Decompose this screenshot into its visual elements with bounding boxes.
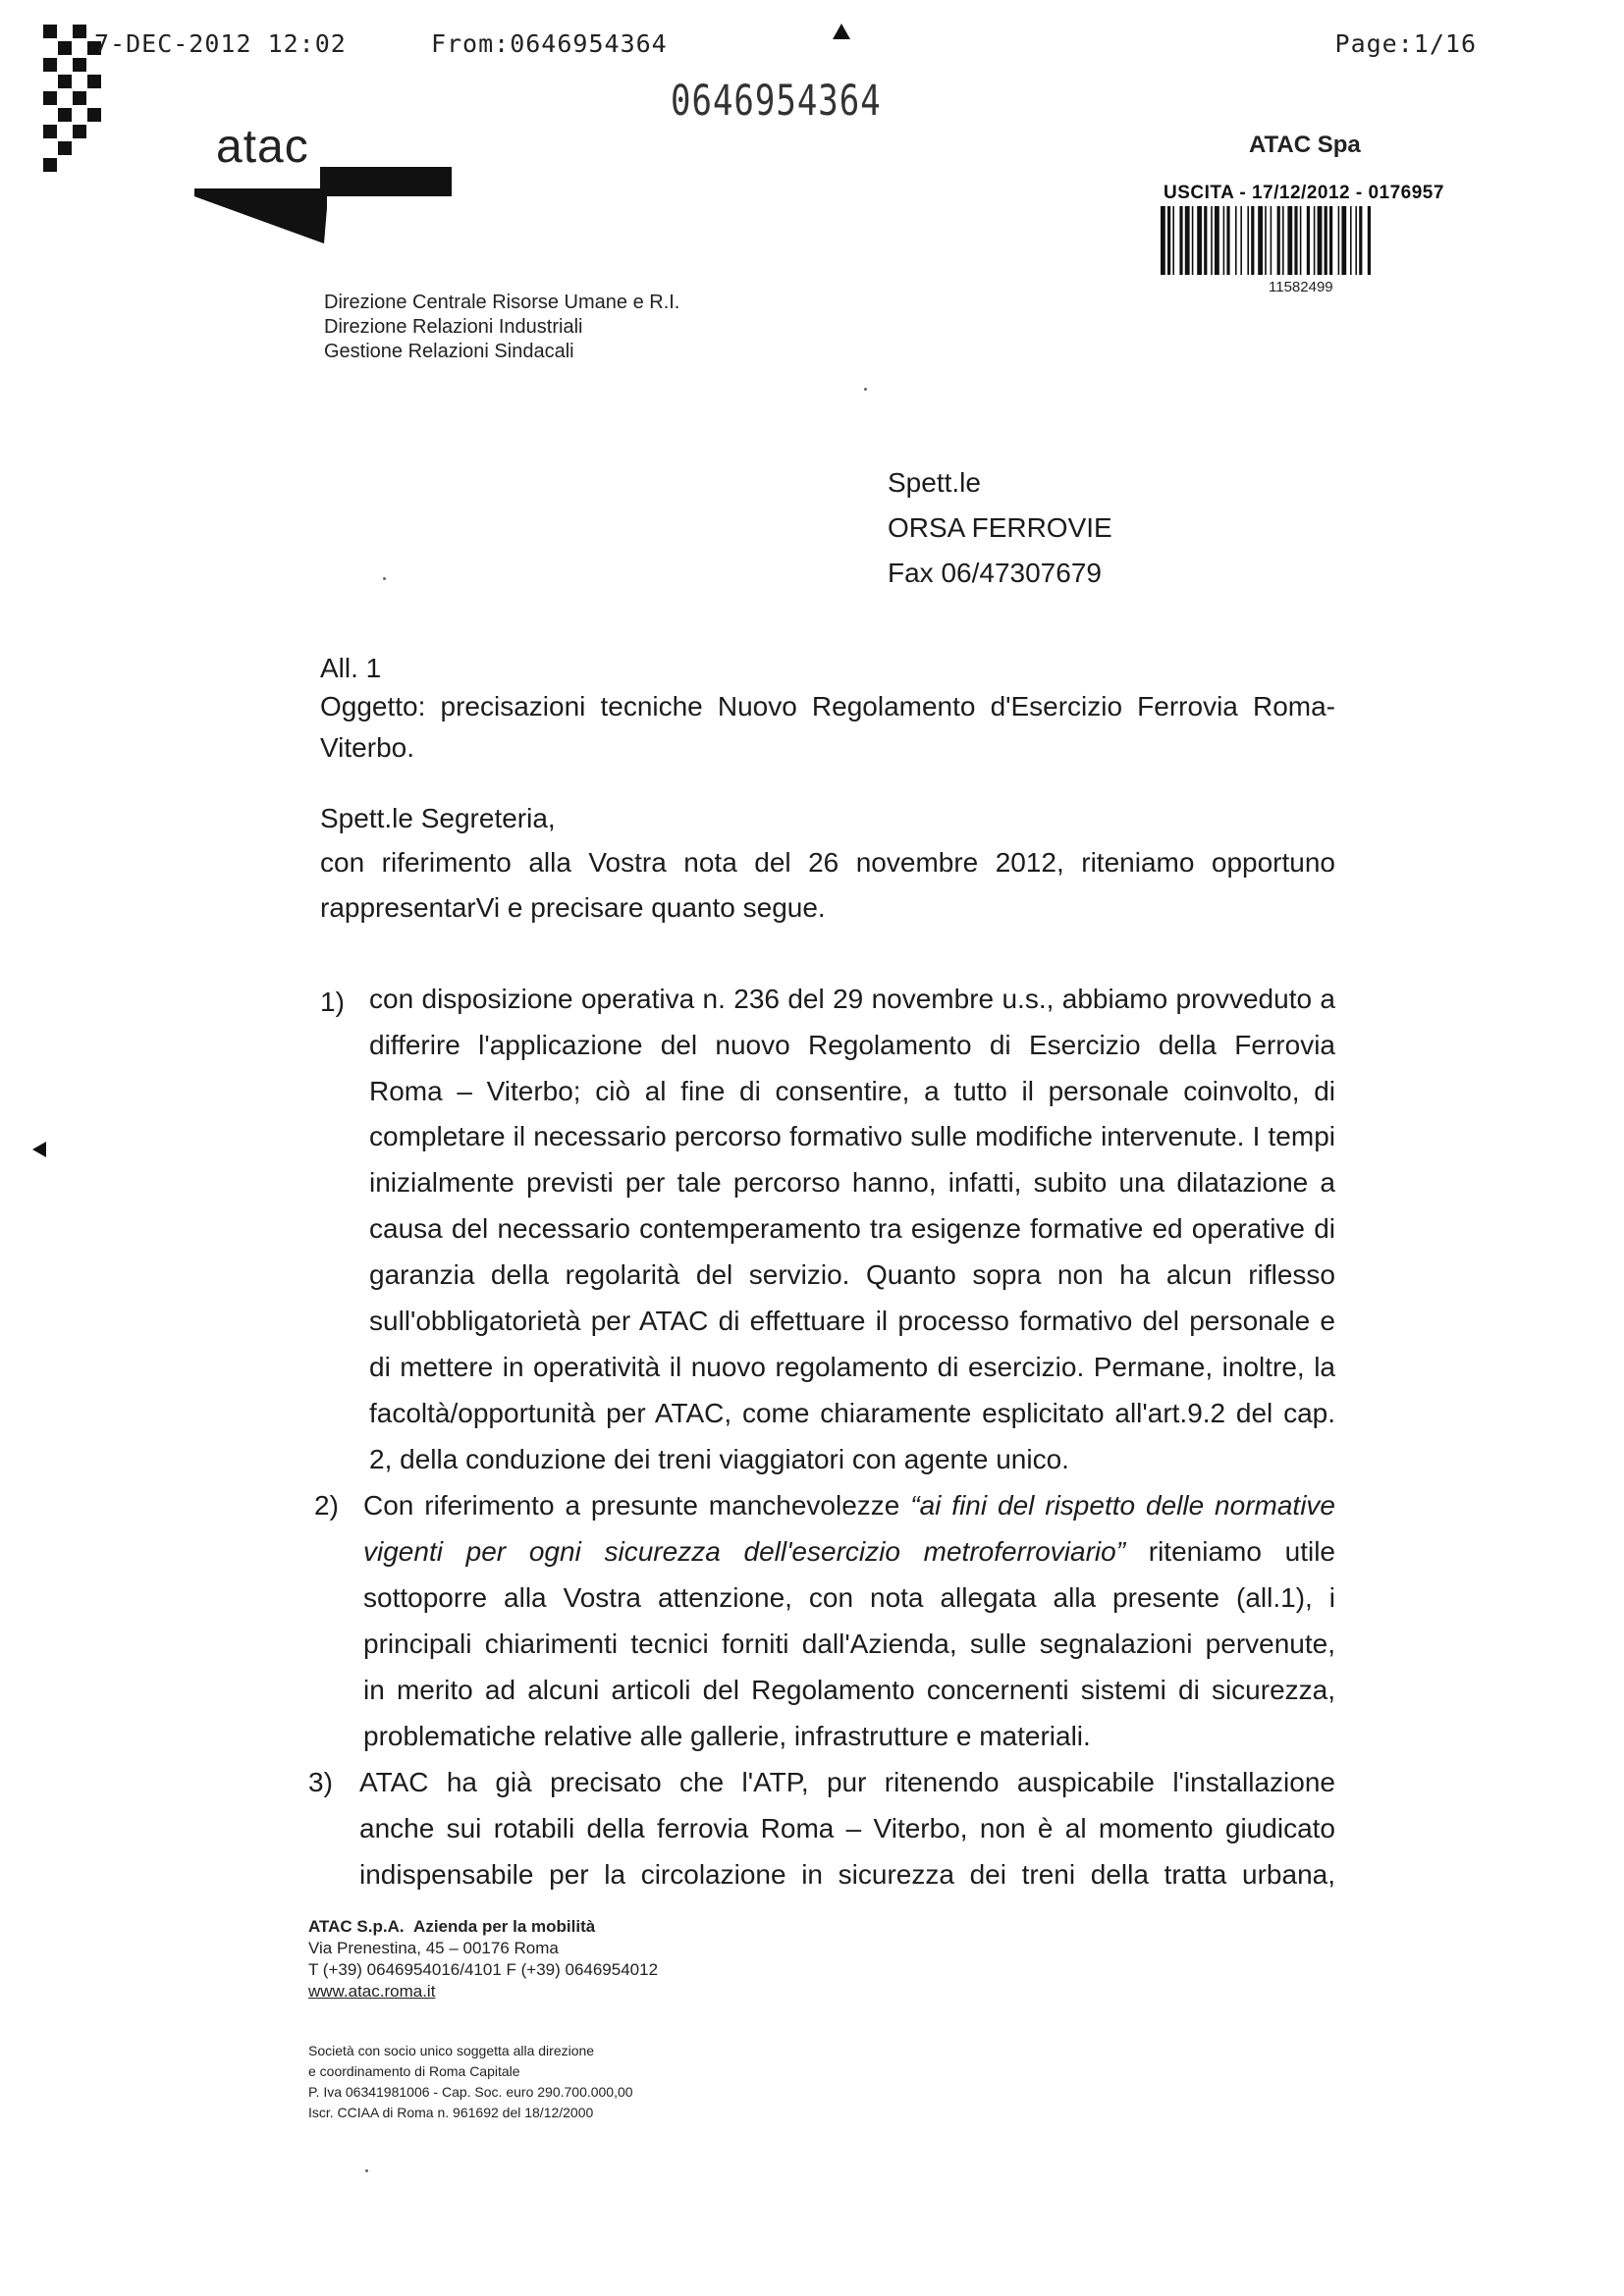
item-number: 1) [320,987,345,1017]
item-line: completare il necessario percorso formativo sulle modifiche intervenute. I tempi [369,1121,1335,1151]
item-line: ATAC ha già precisato che l'ATP, pur ritenendo auspicabile l'installazione [359,1767,1335,1797]
footer-legal-line: Società con socio unico soggetta alla direzione [308,2043,595,2058]
sender-line: Gestione Relazioni Sindacali [324,341,574,362]
item-line: con disposizione operativa n. 236 del 29 novembre u.s., abbiamo provveduto a [369,984,1335,1014]
barcode-bar [1197,206,1202,275]
company-name: ATAC Spa [1249,132,1361,158]
fax-header [94,29,668,58]
item-line: principali chiarimenti tecnici forniti dall'Azienda, sulle segnalazioni pervenute, [363,1629,1335,1659]
checker-square [73,125,86,138]
recipient-fax: Fax 06/47307679 [888,558,1102,588]
scan-speck [383,577,386,580]
item-line: facoltà/opportunità per ATAC, come chiaramente esplicitato all'art.9.2 del cap. [369,1398,1335,1428]
checker-square [58,108,72,122]
barcode-bar [1282,206,1284,275]
item-line-quote: vigenti per ogni sicurezza dell'esercizio metroferroviario” [363,1536,1126,1567]
atac-logo-word: atac [216,121,309,173]
barcode [1161,206,1473,275]
item-line: inizialmente previsti per tale percorso hanno, infatti, subito una dilatazione a [369,1167,1335,1198]
triangle-up-icon [833,24,850,39]
barcode-bar [1215,206,1219,275]
footer-phone: T (+39) 0646954016/4101 F (+39) 0646954012 [308,1960,659,1979]
barcode-bar [1350,206,1352,275]
checker-square [73,91,86,105]
barcode-bar [1179,206,1182,275]
intro-line: con riferimento alla Vostra nota del 26 novembre 2012, riteniamo opportuno [320,847,1335,878]
item-line: sottoporre alla Vostra attenzione, con nota allegata alla presente (all.1), i [363,1582,1335,1613]
footer-contact [308,1916,658,2002]
checker-square [87,108,101,122]
checker-square [73,58,86,72]
atac-arrow-logo [194,167,452,243]
barcode-bar [1223,206,1225,275]
checker-square [58,41,72,55]
barcode-bar [1226,206,1229,275]
footer-tagline: Azienda per la mobilità [413,1917,596,1936]
checker-square [43,25,57,38]
fax-page-count: Page:1/16 [1334,29,1477,58]
barcode-number: 11582499 [1269,279,1333,295]
barcode-bar [1368,206,1371,275]
footer-legal [308,2041,633,2123]
recipient-name: ORSA FERROVIE [888,512,1112,543]
footer-website-link[interactable]: www.atac.roma.it [308,1982,436,2001]
attachment-label: All. 1 [320,653,382,683]
barcode-bar [1318,206,1323,275]
fax-datetime: 7-DEC-2012 12:02 [94,29,347,58]
item-line: in merito ad alcuni articoli del Regolamento concernenti sistemi di sicurezza, [363,1675,1335,1705]
item-number: 3) [308,1767,333,1797]
checker-square [43,158,57,172]
footer-address: Via Prenestina, 45 – 00176 Roma [308,1939,559,1957]
barcode-bar [1355,206,1357,275]
barcode-bar [1240,206,1242,275]
intro-line: rappresentarVi e precisare quanto segue. [320,892,826,923]
barcode-bar [1341,206,1346,275]
item-line: indispensabile per la circolazione in sicurezza dei treni della tratta urbana, [359,1859,1335,1890]
item-line-text: riteniamo utile [1125,1536,1336,1567]
barcode-bar [1265,206,1267,275]
salutation: Spett.le Segreteria, [320,803,556,833]
item-line-quote: “ai fini del rispetto delle normative [910,1490,1335,1521]
footer-company-line [308,1916,658,1938]
barcode-bar [1325,206,1327,275]
item-line [363,1536,1335,1568]
barcode-bar [1329,206,1332,275]
checker-square [73,25,86,38]
item-line: differire l'applicazione del nuovo Regolamento di Esercizio della Ferrovia [369,1030,1335,1060]
barcode-bar [1204,206,1207,275]
item-line [363,1490,1335,1522]
item-line: problematiche relative alle gallerie, infrastrutture e materiali. [363,1721,1091,1751]
item-line: causa del necessario contemperamento tra esigenze formative ed operative di [369,1213,1335,1244]
item-line: sull'obbligatorietà per ATAC di effettuare il processo formativo del personale e [369,1306,1335,1336]
recipient-salutation: Spett.le [888,467,981,498]
triangle-left-icon [32,1142,46,1157]
scan-speck [864,388,867,391]
checker-square [87,75,101,88]
protocol-stamp: USCITA - 17/12/2012 - 0176957 [1164,183,1444,203]
barcode-bar [1235,206,1237,275]
subject-line: Oggetto: precisazioni tecniche Nuovo Regolamento d'Esercizio Ferrovia Roma- [320,691,1335,721]
barcode-bar [1167,206,1170,275]
barcode-bar [1161,206,1165,275]
item-line: Roma – Viterbo; ciò al fine di consentire, a tutto il personale coinvolto, di [369,1076,1335,1106]
barcode-bar [1338,206,1340,275]
sender-department [324,291,679,364]
footer-legal-line: e coordinamento di Roma Capitale [308,2063,520,2079]
item-line-text: Con riferimento a presunte manchevolezze [363,1490,911,1521]
sender-line: Direzione Centrale Risorse Umane e R.I. [324,292,680,313]
footer-legal-line: Iscr. CCIAA di Roma n. 961692 del 18/12/2000 [308,2105,594,2120]
checker-square [58,141,72,155]
subject-line: Viterbo. [320,732,414,763]
sender-line: Direzione Relazioni Industriali [324,316,583,338]
item-line: anche sui rotabili della ferrovia Roma – Viterbo, non è al momento giudicato [359,1813,1335,1843]
fax-from: From:0646954364 [430,29,668,58]
item-line: garanzia della regolarità del servizio. Quanto sopra non ha alcun riflesso [369,1259,1335,1290]
recipient-block [888,460,1112,596]
barcode-bar [1247,206,1249,275]
checker-square [58,75,72,88]
barcode-bar [1307,206,1310,275]
item-line: 2, della conduzione dei treni viaggiatori con agente unico. [369,1444,1069,1474]
barcode-bar [1287,206,1292,275]
scan-speck [365,2169,368,2172]
barcode-bar [1185,206,1190,275]
barcode-bar [1192,206,1194,275]
atac-checker-logo [43,25,102,182]
footer-company: ATAC S.p.A. [308,1917,405,1936]
checker-square [43,58,57,72]
barcode-bar [1294,206,1297,275]
footer-legal-line: P. Iva 06341981006 - Cap. Soc. euro 290.700.000,00 [308,2084,633,2100]
barcode-bar [1277,206,1280,275]
barcode-bar [1258,206,1263,275]
barcode-bar [1314,206,1316,275]
handwritten-fax-number: 0646954364 [671,77,882,126]
checker-square [43,125,57,138]
barcode-bar [1211,206,1213,275]
item-line: di mettere in operatività il nuovo regolamento di esercizio. Permane, inoltre, la [369,1352,1335,1382]
checker-square [43,91,57,105]
barcode-bar [1172,206,1174,275]
barcode-bar [1251,206,1254,275]
barcode-bar [1359,206,1362,275]
barcode-bar [1271,206,1272,275]
item-number: 2) [314,1490,339,1521]
barcode-bar [1300,206,1302,275]
